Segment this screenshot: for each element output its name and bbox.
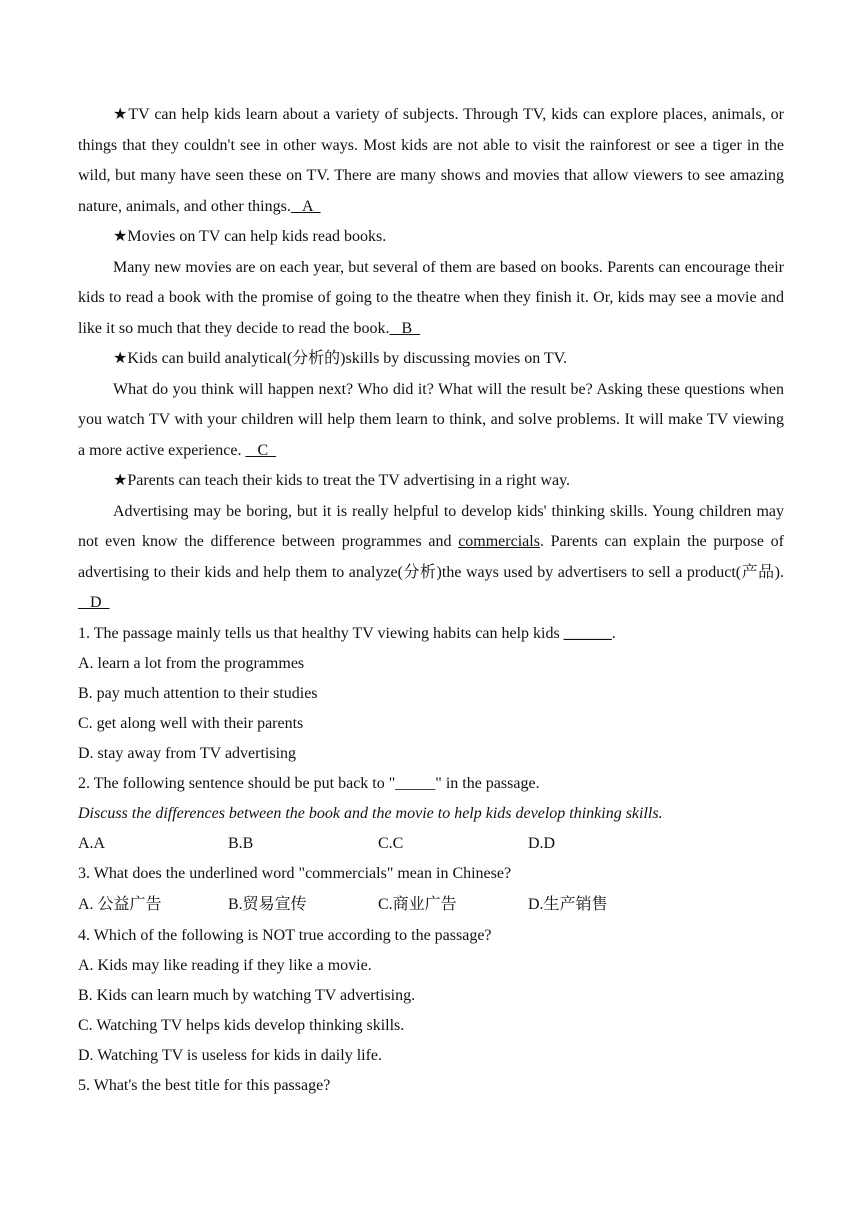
- question-4-option-c: C. Watching TV helps kids develop thinking skills.: [78, 1016, 405, 1034]
- question-1-blank: ______: [563, 624, 612, 642]
- question-4-option-a: A. Kids may like reading if they like a movie.: [78, 956, 372, 974]
- question-1-text: 1. The passage mainly tells us that healthy TV viewing habits can help kids: [78, 624, 564, 642]
- paragraph-4-text-a: Advertising may be boring, but it is really helpful to develop kids' thinking skills. Young children may not even know the difference between programmes and: [78, 502, 784, 550]
- underlined-word: commercials: [458, 533, 540, 550]
- question-4-option-b: B. Kids can learn much by watching TV advertising.: [78, 986, 416, 1004]
- question-3-option-a: A. 公益广告: [78, 895, 162, 913]
- blank-a: A: [290, 197, 321, 215]
- question-2-option-a: A.A: [78, 834, 106, 852]
- paragraph-3-text: What do you think will happen next? Who did it? What will the result be? Asking these questions when you watch TV with your children will help them learn to think, and solve problems. It will make TV viewing a more active experience.: [78, 380, 784, 459]
- question-4-stem: 4. Which of the following is NOT true according to the passage?: [78, 926, 492, 944]
- question-3-stem: 3. What does the underlined word "commercials" mean in Chinese?: [78, 864, 512, 882]
- heading-analytical: ★Kids can build analytical(分析的)skills by discussing movies on TV.: [113, 350, 568, 367]
- paragraph-2-text: Many new movies are on each year, but several of them are based on books. Parents can encourage their kids to read a book with the promise of going to the theatre when they finish it. Or, kids may see a movie and like it so much that they decide to read the book.: [78, 258, 784, 337]
- question-1-option-a: A. learn a lot from the programmes: [78, 654, 305, 672]
- question-2-sentence: Discuss the differences between the book and the movie to help kids develop thinking skills.: [78, 804, 663, 822]
- document-page: [78, 100, 784, 1101]
- paragraph-4-text-b: . Parents can explain the purpose of advertising to their kids and help them to analyze(分析)the ways used by advertisers to sell a product(产品).: [78, 533, 784, 581]
- blank-d: D: [78, 594, 110, 611]
- question-2-option-c: C.C: [378, 834, 404, 852]
- question-1-end: .: [611, 624, 616, 642]
- blank-c: C: [245, 441, 277, 459]
- question-5-stem: 5. What's the best title for this passage?: [78, 1076, 331, 1094]
- paragraph-3: [78, 375, 784, 467]
- question-2-option-b: B.B: [228, 834, 254, 852]
- question-4-option-d: D. Watching TV is useless for kids in daily life.: [78, 1046, 383, 1064]
- paragraph-1-text: ★TV can help kids learn about a variety of subjects. Through TV, kids can explore places, animals, or things that they couldn't see in other ways. Most kids are not able to visit the rainforest or see a tiger in the wild, but many have seen these on TV. There are many shows and movies that allow viewers to see amazing nature, animals, and other things.: [78, 106, 784, 215]
- question-1-option-b: B. pay much attention to their studies: [78, 684, 318, 702]
- paragraph-1: [78, 100, 784, 222]
- question-1-option-d: D. stay away from TV advertising: [78, 744, 297, 762]
- question-2-option-d: D.D: [528, 834, 556, 852]
- question-1-option-c: C. get along well with their parents: [78, 714, 304, 732]
- question-3-option-b: B.贸易宣传: [228, 895, 307, 913]
- heading-movies: ★Movies on TV can help kids read books.: [113, 228, 387, 245]
- question-2-stem: 2. The following sentence should be put back to "_____" in the passage.: [78, 774, 540, 792]
- question-3-option-c: C.商业广告: [378, 895, 457, 913]
- question-3-option-d: D.生产销售: [528, 895, 608, 913]
- heading-advertising: ★Parents can teach their kids to treat the TV advertising in a right way.: [113, 472, 571, 489]
- paragraph-4: [78, 497, 784, 619]
- question-1-stem: [78, 619, 784, 649]
- question-3-options: [78, 889, 784, 921]
- question-2-options: [78, 829, 784, 859]
- paragraph-2: [78, 253, 784, 345]
- blank-b: B: [389, 319, 421, 337]
